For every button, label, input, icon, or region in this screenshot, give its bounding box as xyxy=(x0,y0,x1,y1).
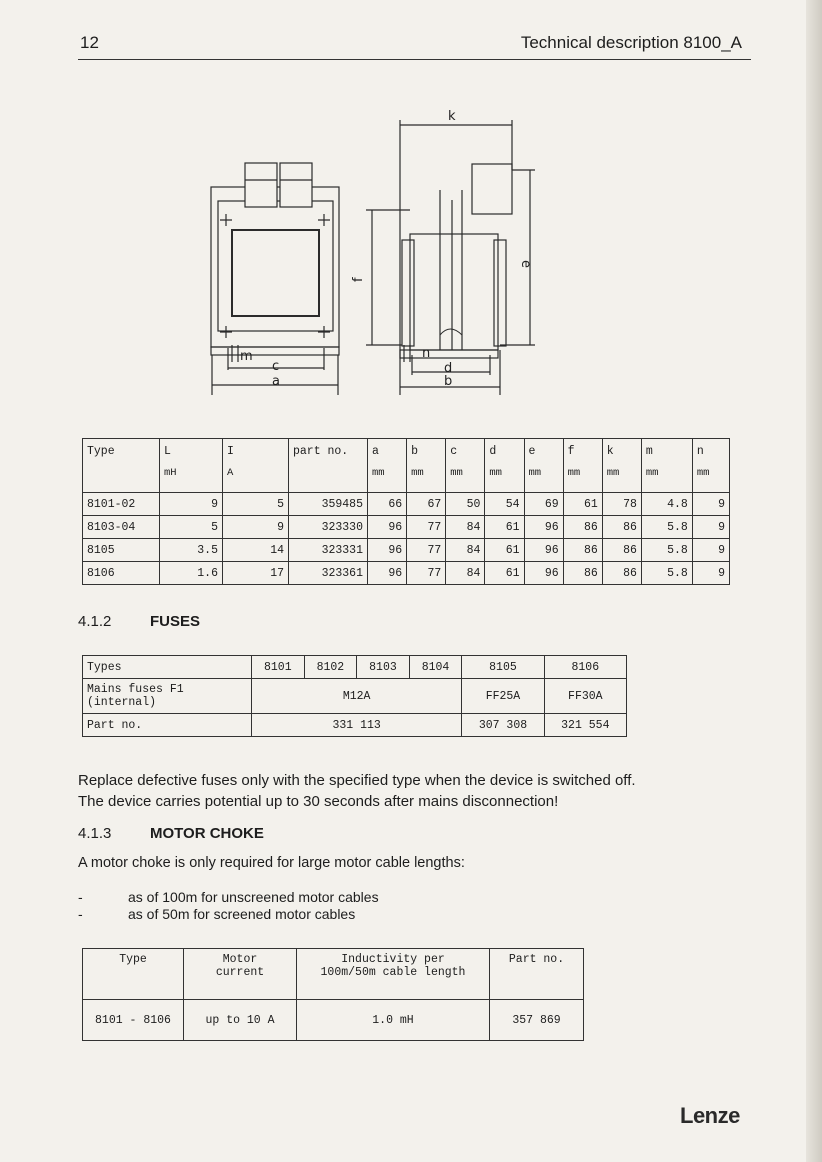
choke-dimension-drawing xyxy=(190,100,550,400)
table-cell: 8105 xyxy=(83,539,160,562)
table-cell: 8104 xyxy=(409,656,462,679)
table-header-row: Type L mH I A part no. a mm b mm c mm d mm e mm f mm k mm m mm n mm xyxy=(83,439,730,493)
list-item: - as of 100m for unscreened motor cables xyxy=(78,889,379,905)
table-cell: 86 xyxy=(602,539,641,562)
table-row xyxy=(83,539,730,562)
table-cell: 86 xyxy=(563,539,602,562)
dim-label-a: a xyxy=(272,374,280,389)
table-cell: 323331 xyxy=(289,539,368,562)
table-cell: 86 xyxy=(563,562,602,585)
table-cell: 1.0 mH xyxy=(297,1000,490,1041)
table-cell: 84 xyxy=(446,562,485,585)
table-cell: 3.5 xyxy=(160,539,223,562)
table-cell: FF30A xyxy=(544,679,626,714)
table-cell: 8106 xyxy=(544,656,626,679)
table-cell: 17 xyxy=(223,562,289,585)
side-view-frame xyxy=(410,234,498,350)
table-cell: 96 xyxy=(524,516,563,539)
table-cell: 9 xyxy=(223,516,289,539)
table-cell: Types xyxy=(83,656,252,679)
table-cell: 321 554 xyxy=(544,714,626,737)
table-cell: 8101 - 8106 xyxy=(83,1000,184,1041)
table-cell: 5.8 xyxy=(641,516,692,539)
table-cell: 86 xyxy=(602,516,641,539)
table-cell: 96 xyxy=(368,539,407,562)
table-row xyxy=(83,516,730,539)
table-cell: 86 xyxy=(563,516,602,539)
table-cell: 78 xyxy=(602,493,641,516)
table-row xyxy=(83,679,627,714)
dim-label-b: b xyxy=(444,374,453,389)
motor-choke-intro: A motor choke is only required for large motor cable lengths: xyxy=(78,855,465,871)
table-cell: 86 xyxy=(602,562,641,585)
table-cell: 14 xyxy=(223,539,289,562)
list-item: - as of 50m for screened motor cables xyxy=(78,906,356,922)
dim-label-n: n xyxy=(422,346,431,361)
table-cell: 61 xyxy=(485,562,524,585)
dim-label-c: c xyxy=(272,359,280,374)
table-cell: 331 113 xyxy=(252,714,462,737)
table-cell: 1.6 xyxy=(160,562,223,585)
table-cell: 77 xyxy=(407,562,446,585)
table-cell: 9 xyxy=(692,539,729,562)
page-number: 12 xyxy=(80,33,99,52)
lenze-logo: Lenze xyxy=(680,1103,740,1128)
table-cell: 323361 xyxy=(289,562,368,585)
table-cell: 9 xyxy=(692,516,729,539)
table-cell: 67 xyxy=(407,493,446,516)
table-cell: 5.8 xyxy=(641,562,692,585)
table-cell: 77 xyxy=(407,516,446,539)
table-cell: 84 xyxy=(446,516,485,539)
table-cell: 8105 xyxy=(462,656,544,679)
table-cell: Part no. xyxy=(83,714,252,737)
table-cell: 323330 xyxy=(289,516,368,539)
dim-label-e: e xyxy=(518,260,533,268)
table-cell: FF25A xyxy=(462,679,544,714)
table-cell: 9 xyxy=(692,493,729,516)
table-cell: 357 869 xyxy=(490,1000,584,1041)
table-cell: 5.8 xyxy=(641,539,692,562)
table-cell: 8101-02 xyxy=(83,493,160,516)
table-cell: 61 xyxy=(485,539,524,562)
table-cell: 8101 xyxy=(252,656,305,679)
table-cell: Part no. xyxy=(490,949,584,1000)
table-header-row xyxy=(83,949,584,1000)
table-cell: up to 10 A xyxy=(184,1000,297,1041)
table-cell: 8103 xyxy=(357,656,410,679)
table-cell: 96 xyxy=(368,516,407,539)
table-row xyxy=(83,1000,584,1041)
table-cell: Inductivity per 100m/50m cable length xyxy=(297,949,490,1000)
table-cell: 50 xyxy=(446,493,485,516)
motor-choke-table xyxy=(82,948,584,1041)
table-cell: 5 xyxy=(223,493,289,516)
table-cell: 77 xyxy=(407,539,446,562)
fuses-table xyxy=(82,655,627,737)
table-cell: 9 xyxy=(692,562,729,585)
table-cell: 54 xyxy=(485,493,524,516)
table-row xyxy=(83,493,730,516)
dim-label-k: k xyxy=(448,109,456,124)
table-cell: 9 xyxy=(160,493,223,516)
table-cell: 84 xyxy=(446,539,485,562)
table-row xyxy=(83,714,627,737)
table-cell: 4.8 xyxy=(641,493,692,516)
fuses-heading: 4.1.2 FUSES xyxy=(78,613,201,630)
table-cell: Type xyxy=(83,949,184,1000)
document-title: Technical description 8100_A xyxy=(520,33,742,52)
table-cell: 66 xyxy=(368,493,407,516)
table-cell: 69 xyxy=(524,493,563,516)
table-cell: Mains fuses F1 (internal) xyxy=(83,679,252,714)
dim-label-m: m xyxy=(240,349,253,364)
table-row xyxy=(83,656,627,679)
table-cell: 61 xyxy=(485,516,524,539)
header-rule xyxy=(78,59,751,60)
table-row xyxy=(83,562,730,585)
table-cell: 8103-04 xyxy=(83,516,160,539)
choke-dimensions-table xyxy=(82,438,730,585)
table-cell: 96 xyxy=(524,539,563,562)
fuse-warning-line-1: Replace defective fuses only with the specified type when the device is switched off. xyxy=(78,772,636,789)
table-cell: 61 xyxy=(563,493,602,516)
table-cell: M12A xyxy=(252,679,462,714)
table-cell: 5 xyxy=(160,516,223,539)
table-cell: 8106 xyxy=(83,562,160,585)
table-cell: 359485 xyxy=(289,493,368,516)
dim-label-f: f xyxy=(351,277,366,282)
table-cell: 96 xyxy=(368,562,407,585)
motor-choke-heading: 4.1.3 MOTOR CHOKE xyxy=(78,825,264,842)
scan-page-edge xyxy=(806,0,822,1162)
dim-label-d: d xyxy=(444,361,453,376)
table-cell: Motor current xyxy=(184,949,297,1000)
fuse-warning-line-2: The device carries potential up to 30 seconds after mains disconnection! xyxy=(78,793,559,810)
table-cell: 307 308 xyxy=(462,714,544,737)
table-cell: 8102 xyxy=(304,656,357,679)
table-cell: 96 xyxy=(524,562,563,585)
